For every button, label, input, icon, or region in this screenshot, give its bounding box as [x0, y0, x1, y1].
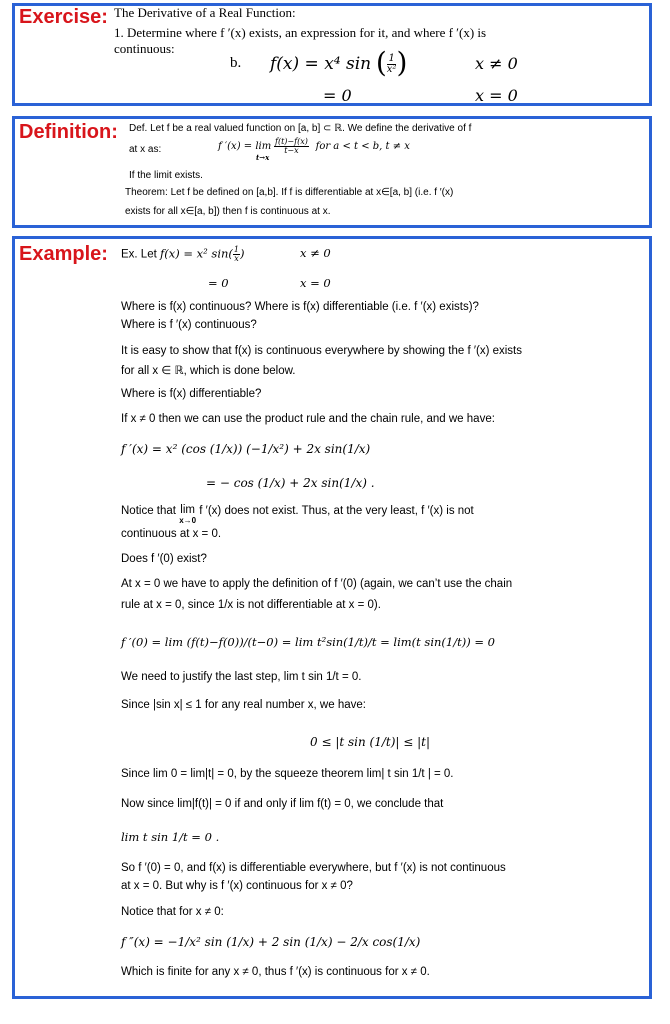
example-l24: at x = 0. But why is f ′(x) continuous for x ≠ 0?: [121, 880, 353, 892]
example-l3: Where is f(x) continuous? Where is f(x) differentiable (i.e. f ′(x) exists)?: [121, 301, 479, 313]
exercise-f1: f(x) = x⁴ sin: [270, 54, 372, 74]
paren-open: (: [375, 46, 387, 79]
example-l15: rule at x = 0, since 1/x is not differentiable at x = 0).: [121, 599, 381, 611]
definition-line1: Def. Let f be a real valued function on [a, b] ⊂ ℝ. We define the derivative of f: [129, 123, 472, 134]
definition-difference-quotient: [274, 138, 309, 155]
frac-1-over-x2: $\frac{1}{\text{x²}}$: [386, 53, 397, 76]
example-l11: [121, 505, 474, 525]
lim-word: lim: [180, 504, 195, 516]
example-l2a: = 0: [208, 276, 229, 290]
exercise-tag: Exercise:: [19, 6, 108, 28]
example-l17: We need to justify the last step, lim t sin 1/t = 0.: [121, 671, 362, 683]
example-l5: It is easy to show that f(x) is continuous everywhere by showing the f ′(x) exists: [121, 345, 522, 357]
frac-den: t−x: [284, 146, 299, 155]
example-l11c: f ′(x) does not exist. Thus, at the very least, f ′(x) is not: [199, 505, 474, 517]
limit-x-to-0: [179, 505, 196, 525]
exercise-cond2: x = 0: [475, 86, 518, 105]
example-l8: If x ≠ 0 then we can use the product rule and the chain rule, and we have:: [121, 413, 495, 425]
definition-f-prime: f ′(x) = lim: [218, 141, 272, 152]
frac-num: f(t)−f(x): [275, 137, 308, 146]
exercise-f2: = 0: [323, 86, 352, 105]
example-l13: Does f ′(0) exist?: [121, 553, 207, 565]
example-l27: Which is finite for any x ≠ 0, thus f ′(x) is continuous for x ≠ 0.: [121, 966, 430, 978]
definition-line4: Theorem: Let f be defined on [a,b]. If f is differentiable at x∈[a, b] (i.e. f ′(x): [125, 187, 454, 198]
exercise-cond1: x ≠ 0: [475, 54, 518, 73]
example-l25: Notice that for x ≠ 0:: [121, 906, 224, 918]
example-l14: At x = 0 we have to apply the definition of f ′(0) (again, we can’t use the chain: [121, 578, 513, 590]
example-l12: continuous at x = 0.: [121, 528, 222, 540]
example-l1c: ): [240, 246, 245, 261]
example-l1b: f(x) = x² sin(: [160, 246, 233, 261]
paren-close: ): [396, 46, 408, 79]
example-l26: f ″(x) = −1/x² sin (1/x) + 2 sin (1/x) − 2/x cos(1/x): [121, 935, 421, 949]
example-l4: Where is f ′(x) continuous?: [121, 319, 257, 331]
example-l22: lim t sin 1/t = 0 .: [121, 830, 220, 844]
example-l1a: Ex. Let: [121, 248, 157, 261]
definition-line2a: at x as:: [129, 144, 162, 155]
example-l1d: x ≠ 0: [300, 246, 331, 260]
definition-line5: exists for all x∈[a, b]) then f is continuous at x.: [125, 206, 331, 217]
example-l2b: x = 0: [300, 276, 331, 290]
example-l6: for all x ∈ ℝ, which is done below.: [121, 365, 296, 377]
example-l19: 0 ≤ |t sin (1/t)| ≤ |t|: [310, 735, 431, 749]
example-tag: Example:: [19, 243, 108, 265]
lim-sub: x→0: [179, 515, 197, 525]
definition-derivative: [218, 138, 410, 155]
example-l7: Where is f(x) differentiable?: [121, 388, 262, 400]
exercise-item1b: continuous:: [114, 41, 175, 56]
exercise-part-b: b.: [230, 55, 242, 71]
example-l23: So f ′(0) = 0, and f(x) is differentiable everywhere, but f ′(x) is not continuous: [121, 862, 506, 874]
example-l16: f ′(0) = lim (f(t)−f(0))/(t−0) = lim t²sin(1/t)/t = lim(t sin(1/t)) = 0: [121, 635, 495, 649]
frac-1-over-x: $\frac{1}{x}$: [233, 245, 239, 263]
exercise-function: [270, 47, 407, 79]
definition-lim-sub: t→x: [256, 153, 270, 162]
exercise-title: The Derivative of a Real Function:: [114, 5, 296, 20]
example-l18: Since |sin x| ≤ 1 for any real number x, we have:: [121, 699, 366, 711]
example-l10: = − cos (1/x) + 2x sin(1/x) .: [206, 476, 375, 490]
definition-tag: Definition:: [19, 121, 118, 143]
example-l11a: Notice that: [121, 505, 176, 517]
exercise-item1: 1. Determine where f ′(x) exists, an expression for it, and where f ′(x) is: [114, 25, 487, 40]
example-l21: Now since lim|f(t)| = 0 if and only if lim f(t) = 0, we conclude that: [121, 798, 444, 810]
definition-line3: If the limit exists.: [129, 170, 203, 181]
definition-domain: for a < t < b, t ≠ x: [315, 141, 410, 152]
example-l20: Since lim 0 = lim|t| = 0, by the squeeze theorem lim| t sin 1/t | = 0.: [121, 768, 454, 780]
example-l1: [121, 246, 245, 263]
example-l9: f ′(x) = x² (cos (1/x)) (−1/x²) + 2x sin(1/x): [121, 442, 371, 456]
